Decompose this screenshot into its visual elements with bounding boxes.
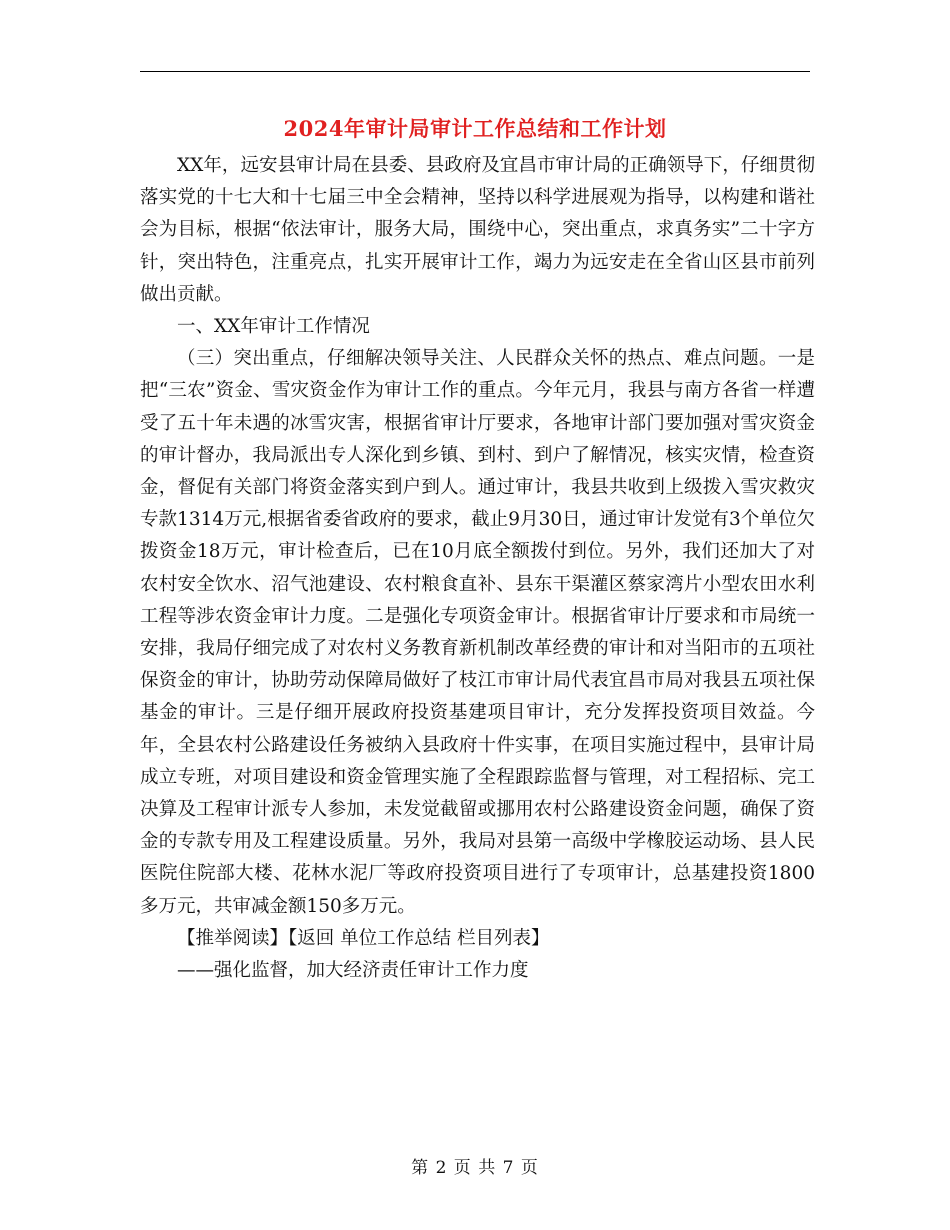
page-number: 第 2 页 共 7 页 bbox=[411, 1158, 539, 1178]
document-title: 2024年审计局审计工作总结和工作计划 bbox=[283, 116, 667, 141]
section-heading: 一、XX年审计工作情况 bbox=[177, 316, 370, 338]
header-rule bbox=[140, 71, 810, 72]
paragraph-key-issues: （三）突出重点，仔细解决领导关注、人民群众关怀的热点、难点问题。一是把“三农”资金、雪灾资金作为审计工作的重点。今年元月，我县与南方各省一样遭受了五十年未遇的冰雪灾害，根据省审计厅要求，各地审计部门要加强对雪灾资金的审计督办，我局派出专人深化到乡镇、到村、到户了解情况，核实灾情，检查资金，督促有关部门将资金落实到户到人。通过审计，我县共收到上级拨入雪灾救灾专款1314万元,根据省委省政府的要求，截止9月30日，通过审计发觉有3个单位欠拨资金18万元，审计检查后，已在10月底全额拨付到位。另外，我们还加大了对农村安全饮水、沼气池建设、农村粮食直补、县东干渠灌区蔡家湾片小型农田水利工程等涉农资金审计力度。二是强化专项资金审计。根据省审计厅要求和市局统一安排，我局仔细完成了对农村义务教育新机制改革经费的审计和对当阳市的五项社保资金的审计，协助劳动保障局做好了枝江市审计局代表宜昌市局对我县五项社保基金的审计。三是仔细开展政府投资基建项目审计，充分发挥投资项目效益。今年，全县农村公路建设任务被纳入县政府十件实事，在项目实施过程中，县审计局成立专班，对项目建设和资金管理实施了全程跟踪监督与管理，对工程招标、完工决算及工程审计派专人参加，未发觉截留或挪用农村公路建设资金问题，确保了资金的专款专用及工程建设质量。另外，我局对县第一高级中学橡胶运动场、县人民医院住院部大楼、花林水泥厂等政府投资项目进行了专项审计，总基建投资1800多万元，共审减金额150多万元。 bbox=[140, 348, 815, 917]
subsection-heading: ——强化监督，加大经济责任审计工作力度 bbox=[177, 960, 529, 982]
paragraph-intro: XX年，远安县审计局在县委、县政府及宜昌市审计局的正确领导下，仔细贯彻落实党的十七大和十七届三中全会精神，坚持以科学进展观为指导，以构建和谐社会为目标，根据“依法审计，服务大局，围绕中心，突出重点，求真务实”二十字方针，突出特色，注重亮点，扎实开展审计工作，竭力为远安走在全省山区县市前列做出贡献。 bbox=[140, 155, 815, 305]
document-body bbox=[140, 150, 815, 987]
recommended-reading-links[interactable]: 【推举阅读】【返回 单位工作总结 栏目列表】 bbox=[177, 927, 550, 949]
